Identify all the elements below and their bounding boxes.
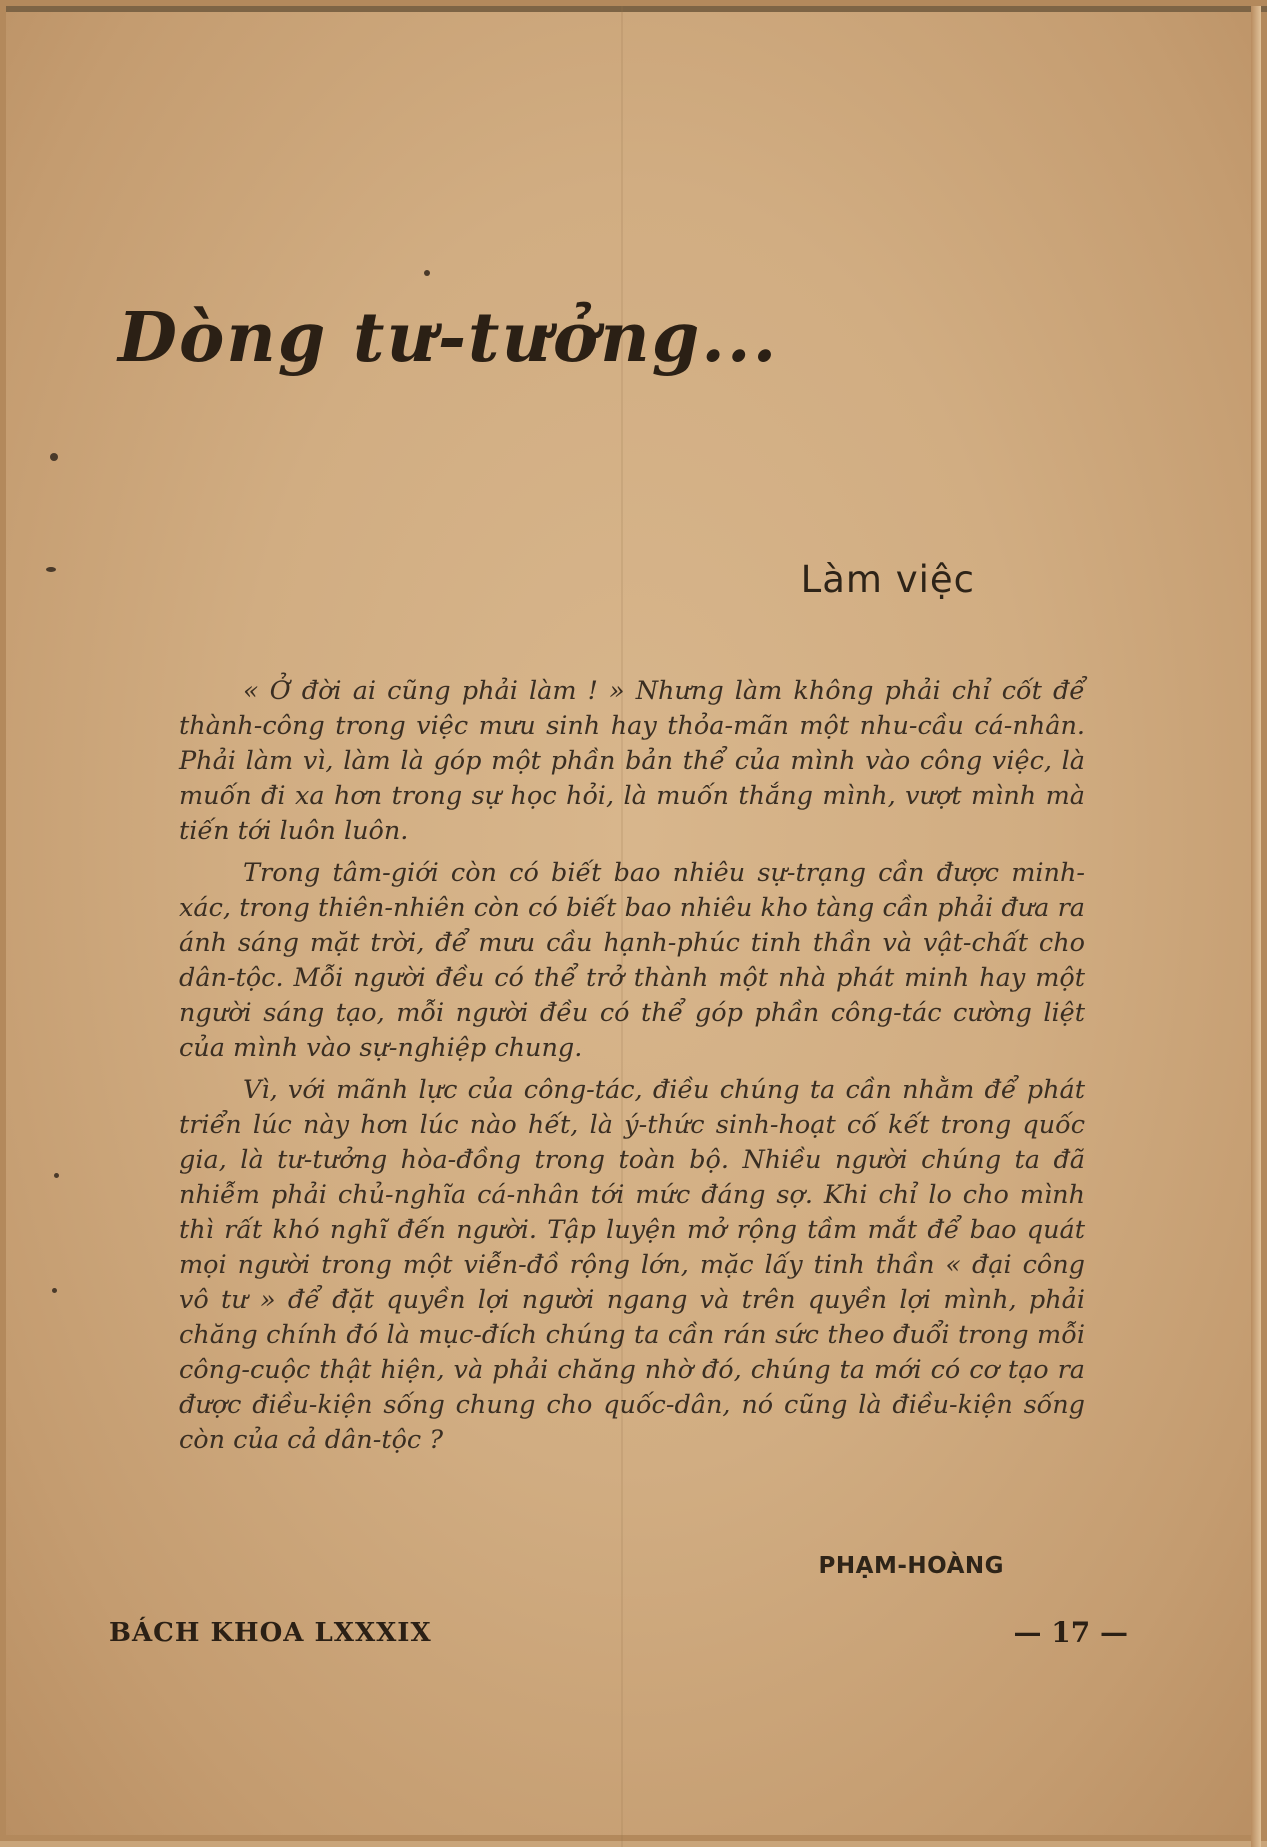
article-author: PHẠM-HOÀNG (818, 1553, 1004, 1579)
body-paragraph: « Ở đời ai cũng phải làm ! » Nhưng làm không phải chỉ cốt để thành-công trong việc mưu sinh hay thỏa-mãn một nhu-cầu cá-nhân. Phải làm vì, làm là góp một phần bản thể của mình vào công việc, là muốn đi xa hơn trong sự học hỏi, là muốn thắng mình, vượt mình mà tiến tới luôn luôn. (179, 676, 1085, 846)
article-title: Dòng tư-tưởng... (118, 298, 779, 378)
page-right-edge (1251, 6, 1261, 1847)
ink-speck (52, 1288, 57, 1293)
ink-speck (46, 567, 56, 572)
ink-speck (424, 270, 430, 276)
ink-speck (50, 453, 58, 461)
article-subtitle: Làm việc (800, 558, 975, 601)
page-top-edge (6, 6, 1267, 12)
page-number: — 17 — (1013, 1616, 1128, 1649)
ink-speck (54, 1173, 59, 1178)
body-paragraph: Vì, với mãnh lực của công-tác, điều chúng ta cần nhằm để phát triển lúc này hơn lúc nào hết, là ý-thức sinh-hoạt cố kết trong quốc gia, là tư-tưởng hòa-đồng trong toàn bộ. Nhiều người chúng ta đã nhiễm phải chủ-nghĩa cá-nhân tới mức đáng sợ. Khi chỉ lo cho mình thì rất khó nghĩ đến người. Tập luyện mở rộng tầm mắt để bao quát mọi người trong một viễn-đồ rộng lớn, mặc lấy tinh thần « đại công vô tư » để đặt quyền lợi người ngang và trên quyền lợi mình, phải chăng chính đó là mục-đích chúng ta cần rán sức theo đuổi trong mỗi công-cuộc thật hiện, và phải chăng nhờ đó, chúng ta mới có cơ tạo ra được điều-kiện sống chung cho quốc-dân, nó cũng là điều-kiện sống còn của cả dân-tộc ? (179, 1075, 1085, 1455)
body-paragraph: Trong tâm-giới còn có biết bao nhiêu sự-trạng cần được minh-xác, trong thiên-nhiên còn có biết bao nhiêu kho tàng cần phải đưa ra ánh sáng mặt trời, để mưu cầu hạnh-phúc tinh thần và vật-chất cho dân-tộc. Mỗi người đều có thể trở thành một nhà phát minh hay một người sáng tạo, mỗi người đều có thể góp phần công-tác cường liệt của mình vào sự-nghiệp chung. (179, 858, 1085, 1063)
publication-name: BÁCH KHOA LXXXIX (109, 1618, 432, 1648)
article-body (179, 674, 1085, 1465)
